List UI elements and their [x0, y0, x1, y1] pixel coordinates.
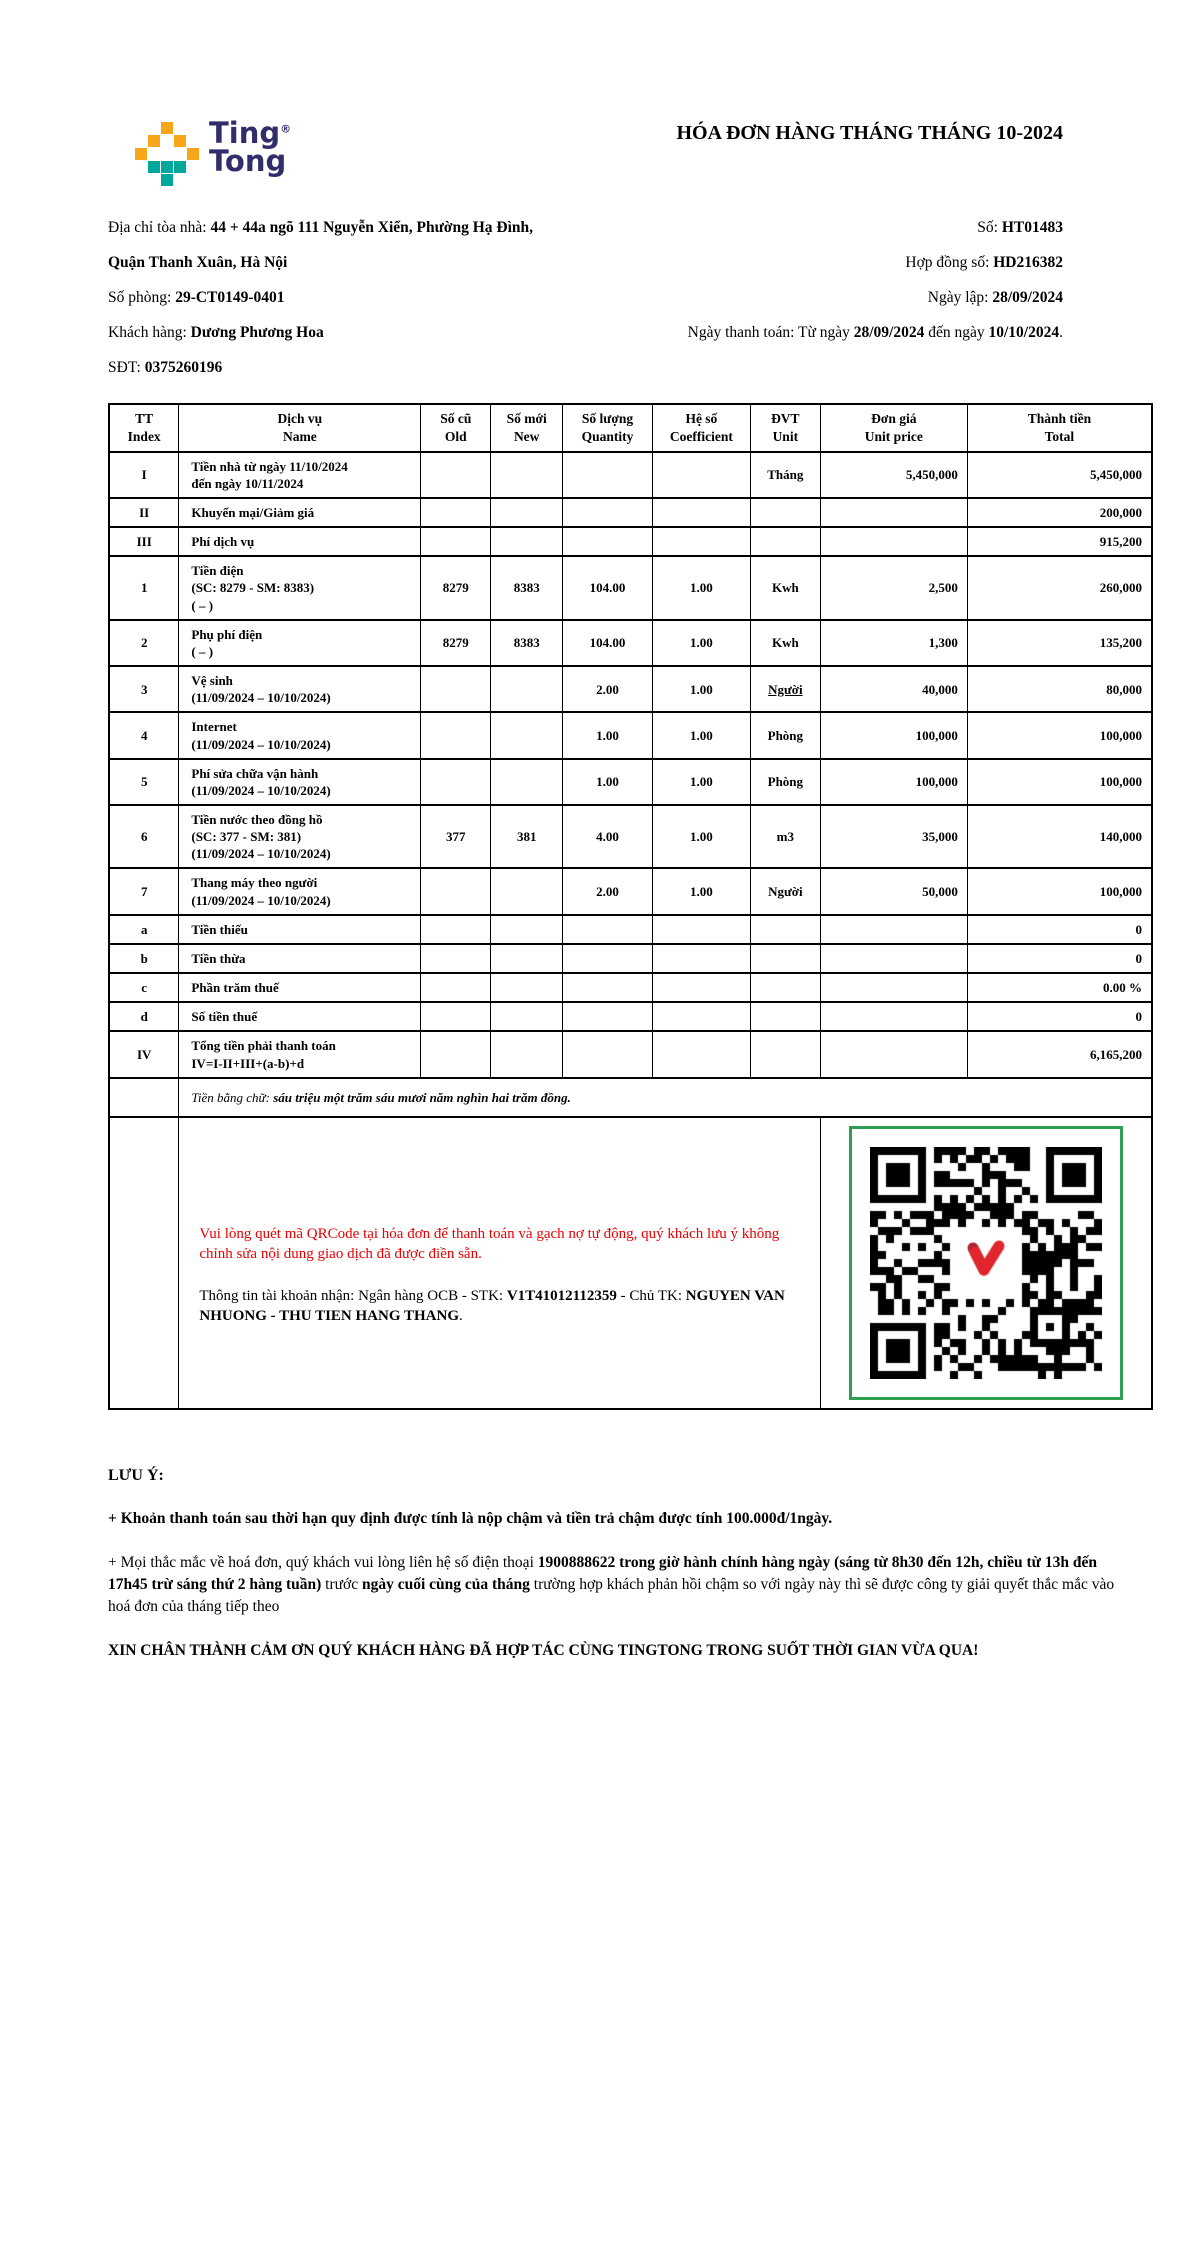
column-header-en: New — [513, 428, 540, 444]
info-right-column — [608, 210, 1153, 385]
table-row — [109, 868, 1152, 914]
invoice-info — [108, 210, 1153, 385]
text-segment: Dương Phương Hoa — [190, 324, 324, 341]
table-cell-idx: IV — [109, 1031, 179, 1077]
table-cell-idx — [109, 1078, 179, 1117]
table-cell-coeff: 1.00 — [652, 805, 750, 868]
logo-pixel — [174, 148, 186, 160]
table-cell-name — [179, 915, 421, 944]
amount-in-words-value: sáu triệu một trăm sáu mươi năm nghìn hai trăm đồng. — [273, 1089, 571, 1105]
table-cell-qty — [563, 1002, 653, 1031]
service-name-line: (11/09/2024 – 10/10/2024) — [191, 690, 331, 706]
table-cell-price: 5,450,000 — [820, 452, 967, 498]
table-cell-name — [179, 498, 421, 527]
table-cell-price — [820, 1002, 967, 1031]
service-name-line: đến ngày 10/11/2024 — [191, 475, 304, 491]
column-header-en: Unit price — [864, 428, 923, 444]
table-cell-old — [421, 1031, 491, 1077]
table-cell-qty — [563, 973, 653, 1002]
table-cell-unit — [750, 498, 820, 527]
table-cell-idx: III — [109, 527, 179, 556]
table-row — [109, 556, 1152, 619]
text-segment: Ngày thanh toán: Từ ngày — [687, 324, 854, 341]
service-name-line: (SC: 377 - SM: 381) — [191, 829, 302, 845]
table-cell-total: 5,450,000 — [967, 452, 1152, 498]
text-segment: V1T41012112359 — [506, 1287, 617, 1304]
column-header — [179, 404, 421, 452]
table-cell-unit: m3 — [750, 805, 820, 868]
table-cell-total: 6,165,200 — [967, 1031, 1152, 1077]
logo-pixel — [174, 161, 186, 173]
table-cell-new — [491, 1031, 563, 1077]
text-segment: ngày cuối cùng của tháng — [361, 1575, 530, 1593]
invoice-content — [108, 116, 1153, 1662]
service-name-line: Tiền thiếu — [191, 921, 248, 937]
logo-pixel — [174, 135, 186, 147]
table-cell-old: 377 — [421, 805, 491, 868]
table-cell-coeff — [652, 944, 750, 973]
table-cell-qty: 104.00 — [563, 620, 653, 666]
service-name-line: (11/09/2024 – 10/10/2024) — [191, 846, 331, 862]
text-segment: + Mọi thắc mắc về hoá đơn, quý khách vui lòng liên hệ số điện thoại — [108, 1553, 538, 1571]
table-cell-idx: 6 — [109, 805, 179, 868]
table-cell-total: 0 — [967, 1002, 1152, 1031]
table-cell-total: 80,000 — [967, 666, 1152, 712]
service-name-line: Phần trăm thuế — [191, 980, 279, 996]
logo-pixel — [161, 122, 173, 134]
table-cell-qty — [563, 452, 653, 498]
table-cell-new — [491, 527, 563, 556]
service-name-line: IV=I-II+III+(a-b)+d — [191, 1055, 305, 1071]
column-header-vi: Số cũ — [440, 411, 472, 426]
table-cell-new — [491, 759, 563, 805]
column-header — [967, 404, 1152, 452]
column-header — [563, 404, 653, 452]
logo-line2: Tong — [209, 143, 287, 178]
column-header — [491, 404, 563, 452]
table-cell-unit: Phòng — [750, 712, 820, 758]
text-segment: 28/09/2024 — [992, 289, 1063, 306]
info-line — [608, 315, 1063, 350]
table-cell-qty — [563, 498, 653, 527]
table-cell-price: 40,000 — [820, 666, 967, 712]
table-cell-coeff — [652, 527, 750, 556]
text-segment: 10/10/2024 — [988, 324, 1060, 341]
service-name-line: Phí dịch vụ — [191, 534, 255, 550]
info-line — [108, 280, 608, 315]
service-name-line: Internet — [191, 719, 237, 735]
table-row — [109, 712, 1152, 758]
logo-pixel — [148, 122, 160, 134]
table-cell-price: 1,300 — [820, 620, 967, 666]
table-cell-name — [179, 527, 421, 556]
text-segment: 29-CT0149-0401 — [175, 289, 285, 306]
info-line — [608, 280, 1063, 315]
logo-pixel — [187, 148, 199, 160]
text-segment: 0375260196 — [144, 359, 223, 376]
logo-pixel — [187, 161, 199, 173]
logo-pixel — [135, 122, 147, 134]
table-cell-new — [491, 452, 563, 498]
table-cell-old — [421, 527, 491, 556]
service-name-line: (SC: 8279 - SM: 8383) — [191, 580, 315, 596]
table-row — [109, 759, 1152, 805]
bank-account-info — [199, 1287, 799, 1327]
table-cell-old — [421, 868, 491, 914]
table-row — [109, 666, 1152, 712]
table-cell-new — [491, 666, 563, 712]
table-cell-qty: 1.00 — [563, 712, 653, 758]
table-cell-new — [491, 712, 563, 758]
table-cell-unit: Kwh — [750, 556, 820, 619]
table-cell-qty: 2.00 — [563, 868, 653, 914]
logo-pixel — [135, 135, 147, 147]
table-cell-qty: 1.00 — [563, 759, 653, 805]
table-cell-name — [179, 712, 421, 758]
table-cell-new: 381 — [491, 805, 563, 868]
table-row — [109, 805, 1152, 868]
column-header-en: Old — [444, 428, 467, 444]
footer-note-2 — [108, 1552, 1123, 1619]
text-segment: trường hợp khách phản hồi chậm so với ngày này thì sẽ được công ty giải quyết thắc mắc vào hoá đơn của tháng tiếp theo — [108, 1575, 1115, 1616]
text-segment: . — [1059, 324, 1063, 341]
invoice-footer — [108, 1464, 1123, 1663]
table-cell-coeff — [652, 915, 750, 944]
text-segment: Hợp đồng số: — [905, 254, 994, 271]
text-segment: HT01483 — [1001, 219, 1063, 236]
tingtong-logo-text — [209, 116, 292, 178]
table-cell-idx: 3 — [109, 666, 179, 712]
service-name-line: Vệ sinh — [191, 673, 233, 689]
table-row — [109, 527, 1152, 556]
logo-line1: Ting® — [209, 116, 292, 150]
column-header-vi: Hệ số — [685, 411, 718, 426]
text-segment: trước — [321, 1575, 362, 1593]
payment-row — [109, 1117, 1152, 1409]
amount-in-words-cell — [179, 1078, 1152, 1117]
table-cell-price — [820, 498, 967, 527]
service-name-line: Phụ phí điện — [191, 626, 263, 642]
info-line — [108, 315, 608, 350]
service-name-line: Phí sửa chữa vận hành — [191, 765, 319, 781]
table-header-row — [109, 404, 1152, 452]
table-cell-price — [820, 1031, 967, 1077]
table-cell-price: 50,000 — [820, 868, 967, 914]
table-row — [109, 1002, 1152, 1031]
qr-code-frame — [849, 1126, 1123, 1400]
table-cell-idx: a — [109, 915, 179, 944]
qr-code — [870, 1147, 1102, 1379]
table-cell-old — [421, 973, 491, 1002]
table-cell-name — [179, 556, 421, 619]
table-cell-price — [820, 944, 967, 973]
table-cell-qty — [563, 944, 653, 973]
logo-pixel — [187, 122, 199, 134]
logo-pixel — [135, 148, 147, 160]
table-cell-unit: Kwh — [750, 620, 820, 666]
service-name-line: Tiền nhà từ ngày 11/10/2024 — [191, 458, 348, 474]
table-cell-coeff — [652, 1031, 750, 1077]
table-cell-qty: 4.00 — [563, 805, 653, 868]
table-cell-idx: c — [109, 973, 179, 1002]
table-cell-coeff: 1.00 — [652, 712, 750, 758]
table-cell-price — [820, 527, 967, 556]
text-segment: 44 + 44a ngõ 111 Nguyễn Xiển, Phường Hạ Đình, — [210, 219, 534, 236]
table-row — [109, 452, 1152, 498]
table-cell-new — [491, 1002, 563, 1031]
info-line — [608, 245, 1063, 280]
service-name-line: (11/09/2024 – 10/10/2024) — [191, 782, 331, 798]
service-name-line: Thang máy theo người — [191, 875, 318, 891]
tingtong-logo-icon — [135, 122, 199, 186]
logo-pixel — [161, 174, 173, 186]
text-segment: 1900888622 trong giờ hành chính hàng ngày (sáng từ 8h30 đến 12h, chiều từ 13h đến 17h45 trừ sáng thứ 2 hàng tuần) — [108, 1553, 1097, 1593]
column-header-vi: Số lượng — [581, 411, 634, 426]
table-cell-name — [179, 1002, 421, 1031]
table-cell-coeff: 1.00 — [652, 556, 750, 619]
column-header-vi: Dịch vụ — [277, 411, 323, 426]
column-header-en: Total — [1044, 428, 1075, 444]
table-cell-old: 8279 — [421, 556, 491, 619]
service-name-line: Tổng tiền phải thanh toán — [191, 1038, 336, 1054]
table-cell-qty — [563, 527, 653, 556]
service-name-line: Tiền thừa — [191, 950, 246, 966]
table-cell-total: 135,200 — [967, 620, 1152, 666]
table-cell-new — [491, 868, 563, 914]
table-cell-name — [179, 666, 421, 712]
column-header-en: Name — [282, 428, 317, 444]
table-cell-total: 0 — [967, 915, 1152, 944]
column-header-en: Unit — [772, 428, 799, 444]
column-header — [109, 404, 179, 452]
table-row — [109, 944, 1152, 973]
table-cell-name — [179, 973, 421, 1002]
table-cell-coeff — [652, 973, 750, 1002]
table-cell-coeff — [652, 498, 750, 527]
logo-pixel — [148, 135, 160, 147]
service-name-line: Khuyến mại/Giảm giá — [191, 504, 315, 520]
table-cell-idx — [109, 1117, 179, 1409]
table-cell-old — [421, 1002, 491, 1031]
table-cell-new — [491, 498, 563, 527]
logo-pixel — [174, 122, 186, 134]
table-cell-price — [820, 973, 967, 1002]
table-cell-total: 100,000 — [967, 712, 1152, 758]
table-cell-name — [179, 452, 421, 498]
table-cell-idx: 1 — [109, 556, 179, 619]
table-cell-new — [491, 915, 563, 944]
logo-pixel — [161, 161, 173, 173]
table-cell-coeff: 1.00 — [652, 759, 750, 805]
table-row — [109, 915, 1152, 944]
table-cell-idx: I — [109, 452, 179, 498]
table-cell-old — [421, 759, 491, 805]
table-cell-qty: 2.00 — [563, 666, 653, 712]
table-cell-old — [421, 666, 491, 712]
table-cell-total: 100,000 — [967, 868, 1152, 914]
text-segment: Số: — [977, 219, 1002, 236]
table-cell-price: 100,000 — [820, 759, 967, 805]
footer-note-1: + Khoản thanh toán sau thời hạn quy định được tính là nộp chậm và tiền trả chậm được tính 100.000đ/1ngày. — [108, 1510, 833, 1528]
logo-pixel — [148, 148, 160, 160]
table-cell-coeff: 1.00 — [652, 666, 750, 712]
payment-instructions-cell — [179, 1117, 820, 1409]
column-header-vi: TT — [135, 411, 154, 426]
footer-heading: LƯU Ý: — [108, 1466, 164, 1484]
table-cell-idx: d — [109, 1002, 179, 1031]
amount-in-words-row — [109, 1078, 1152, 1117]
column-header-en: Quantity — [581, 428, 634, 444]
info-left-column — [108, 210, 608, 385]
invoice-header — [108, 116, 1153, 186]
table-row — [109, 620, 1152, 666]
table-cell-unit — [750, 1031, 820, 1077]
table-cell-name — [179, 1031, 421, 1077]
column-header — [652, 404, 750, 452]
table-cell-new — [491, 944, 563, 973]
logo-pixel — [148, 161, 160, 173]
table-cell-unit: Người — [750, 666, 820, 712]
column-header — [750, 404, 820, 452]
logo-pixel — [148, 174, 160, 186]
column-header-vi: ĐVT — [771, 411, 800, 426]
table-cell-unit: Phòng — [750, 759, 820, 805]
logo-pixel — [161, 135, 173, 147]
table-cell-total: 0 — [967, 944, 1152, 973]
table-row — [109, 973, 1152, 1002]
table-cell-total: 140,000 — [967, 805, 1152, 868]
column-header-en: Coefficient — [669, 428, 733, 444]
text-segment: HD216382 — [993, 254, 1063, 271]
service-name-line: Số tiền thuế — [191, 1009, 258, 1025]
table-cell-total: 100,000 — [967, 759, 1152, 805]
text-segment: Quận Thanh Xuân, Hà Nội — [108, 254, 288, 271]
table-cell-price: 2,500 — [820, 556, 967, 619]
logo-pixel — [174, 174, 186, 186]
logo-pixel — [161, 148, 173, 160]
table-cell-idx: 4 — [109, 712, 179, 758]
table-cell-coeff — [652, 1002, 750, 1031]
table-cell-unit — [750, 1002, 820, 1031]
tingtong-logo — [135, 116, 292, 186]
footer-thanks: XIN CHÂN THÀNH CẢM ƠN QUÝ KHÁCH HÀNG ĐÃ HỢP TÁC CÙNG TINGTONG TRONG SUỐT THỜI GIAN VỪA QUA! — [108, 1641, 979, 1659]
text-segment: 28/09/2024 — [853, 324, 925, 341]
table-row — [109, 498, 1152, 527]
service-name-line: ( – ) — [191, 643, 214, 659]
info-line — [108, 350, 608, 385]
text-segment: NGUYEN VAN NHUONG - THU TIEN HANG THANG — [199, 1287, 785, 1324]
table-cell-total: 915,200 — [967, 527, 1152, 556]
table-cell-old — [421, 498, 491, 527]
info-line — [608, 210, 1063, 245]
info-line — [108, 210, 608, 245]
text-segment: - Chủ TK: — [616, 1287, 686, 1304]
table-cell-qty — [563, 915, 653, 944]
service-name-line: (11/09/2024 – 10/10/2024) — [191, 736, 331, 752]
table-cell-new: 8383 — [491, 556, 563, 619]
table-cell-unit — [750, 915, 820, 944]
table-cell-old — [421, 944, 491, 973]
service-name-line: Tiền nước theo đồng hồ — [191, 811, 323, 827]
table-cell-name — [179, 620, 421, 666]
invoice-table — [108, 403, 1153, 1410]
text-segment: đến ngày — [924, 324, 989, 341]
table-cell-idx: b — [109, 944, 179, 973]
text-segment: Số phòng: — [108, 289, 176, 306]
text-segment: Thông tin tài khoản nhận: Ngân hàng OCB - STK: — [199, 1287, 507, 1304]
text-segment: Địa chỉ tòa nhà: — [108, 219, 211, 236]
table-cell-new — [491, 973, 563, 1002]
qr-code-cell — [820, 1117, 1152, 1409]
text-segment: . — [459, 1307, 463, 1324]
info-line — [108, 245, 608, 280]
table-cell-coeff — [652, 452, 750, 498]
table-cell-old — [421, 452, 491, 498]
table-cell-coeff: 1.00 — [652, 868, 750, 914]
table-cell-coeff: 1.00 — [652, 620, 750, 666]
table-cell-unit — [750, 944, 820, 973]
table-cell-price — [820, 915, 967, 944]
column-header — [820, 404, 967, 452]
table-row — [109, 1031, 1152, 1077]
table-cell-total: 260,000 — [967, 556, 1152, 619]
table-cell-idx: II — [109, 498, 179, 527]
table-cell-old: 8279 — [421, 620, 491, 666]
table-cell-name — [179, 868, 421, 914]
text-segment: Khách hàng: — [108, 324, 191, 341]
column-header — [421, 404, 491, 452]
logo-pixel — [135, 161, 147, 173]
table-cell-idx: 2 — [109, 620, 179, 666]
table-cell-old — [421, 712, 491, 758]
table-cell-unit: Người — [750, 868, 820, 914]
table-cell-idx: 5 — [109, 759, 179, 805]
service-name-line: (11/09/2024 – 10/10/2024) — [191, 892, 331, 908]
table-cell-idx: 7 — [109, 868, 179, 914]
table-cell-new: 8383 — [491, 620, 563, 666]
logo-pixel — [187, 135, 199, 147]
text-segment: Ngày lập: — [927, 289, 993, 306]
column-header-vi: Số mới — [506, 411, 547, 426]
table-cell-total: 200,000 — [967, 498, 1152, 527]
table-cell-unit — [750, 973, 820, 1002]
table-cell-name — [179, 759, 421, 805]
table-cell-name — [179, 805, 421, 868]
logo-pixel — [135, 174, 147, 186]
text-segment: SĐT: — [108, 359, 145, 376]
registered-mark: ® — [280, 122, 292, 136]
service-name-line: ( – ) — [191, 597, 214, 613]
table-cell-name — [179, 944, 421, 973]
page-title: HÓA ĐƠN HÀNG THÁNG THÁNG 10-2024 — [676, 122, 1063, 144]
table-cell-qty: 104.00 — [563, 556, 653, 619]
table-cell-unit — [750, 527, 820, 556]
table-cell-unit: Tháng — [750, 452, 820, 498]
table-cell-price: 35,000 — [820, 805, 967, 868]
logo-pixel — [187, 174, 199, 186]
table-cell-total: 0.00 % — [967, 973, 1152, 1002]
table-cell-price: 100,000 — [820, 712, 967, 758]
table-cell-qty — [563, 1031, 653, 1077]
qr-scan-warning-text: Vui lòng quét mã QRCode tại hóa đơn để thanh toán và gạch nợ tự động, quý khách lưu ý không chỉnh sửa nội dung giao dịch đã được điền sẵn. — [199, 1226, 780, 1263]
column-header-vi: Thành tiền — [1027, 411, 1092, 426]
table-cell-old — [421, 915, 491, 944]
service-name-line: Tiền điện — [191, 563, 244, 579]
amount-in-words-label: Tiền bằng chữ: — [191, 1089, 274, 1105]
column-header-vi: Đơn giá — [871, 411, 917, 426]
column-header-en: Index — [127, 428, 161, 444]
